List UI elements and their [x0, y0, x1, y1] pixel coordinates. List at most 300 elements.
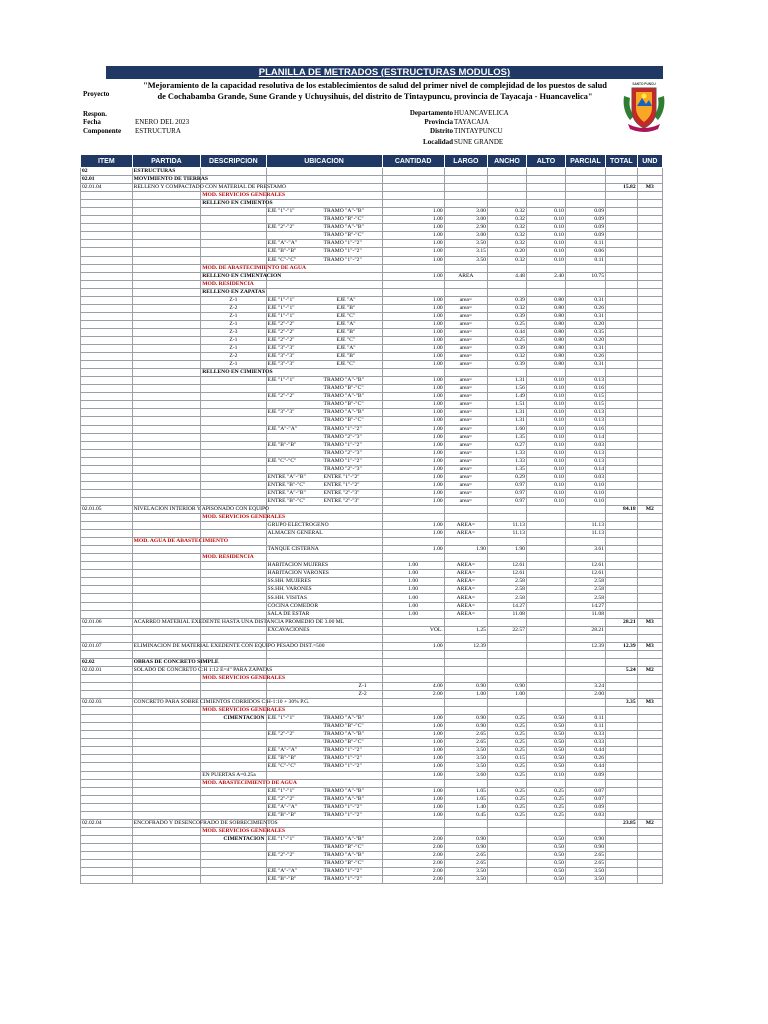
cell-parcial	[565, 666, 605, 674]
ubicacion-eje: EJE "2"-"2"	[267, 224, 295, 231]
cell-ubicacion	[266, 304, 382, 312]
ubicacion-tramo: TRAMO "A"-"B"	[323, 715, 364, 722]
cell-parcial: 2.58	[565, 578, 605, 586]
cell-largo	[444, 554, 487, 562]
cell-descripcion	[201, 176, 266, 184]
cell-partida	[132, 691, 201, 699]
cell-largo	[444, 200, 487, 208]
cell-partida: MOVIMIENTO DE TIERRAS	[133, 176, 209, 183]
cell-parcial	[565, 650, 605, 658]
cell-cantidad: 1.00	[382, 811, 444, 819]
cell-item	[81, 851, 133, 859]
table-row	[81, 216, 663, 224]
cell-ancho: 1.31	[487, 409, 526, 417]
cell-total	[606, 264, 638, 272]
cell-cantidad	[382, 505, 444, 513]
cell-item	[81, 546, 133, 554]
cell-partida	[132, 835, 201, 843]
cell-ubicacion	[266, 409, 382, 417]
cell-ancho: 0.25	[487, 336, 526, 344]
cell-total	[606, 481, 638, 489]
cell-cantidad	[382, 666, 444, 674]
cell-item	[81, 731, 133, 739]
cell-parcial: 0.31	[565, 312, 605, 320]
cell-ancho: 0.32	[487, 208, 526, 216]
cell-item	[81, 602, 133, 610]
cell-ancho: 0.97	[487, 489, 526, 497]
cell-cantidad	[382, 634, 444, 642]
cell-descripcion	[201, 594, 266, 602]
cell-partida	[132, 795, 201, 803]
cell-und	[637, 827, 662, 835]
cell-ubicacion	[266, 176, 382, 184]
cell-und	[637, 803, 662, 811]
cell-alto: 0.25	[526, 795, 565, 803]
table-row	[81, 739, 663, 747]
cell-largo: 12.39	[444, 642, 487, 650]
table-row	[81, 393, 663, 401]
cell-cantidad	[382, 827, 444, 835]
cell-und	[637, 425, 662, 433]
cell-item	[81, 336, 133, 344]
cell-cantidad: 1.00	[382, 715, 444, 723]
cell-total	[606, 827, 638, 835]
cell-ancho: 4.48	[487, 272, 526, 280]
cell-alto	[526, 546, 565, 554]
cell-ubicacion	[266, 634, 382, 642]
cell-cantidad: 1.00	[382, 336, 444, 344]
cell-ubicacion	[266, 755, 382, 763]
cell-ancho: 0.25	[487, 731, 526, 739]
cell-partida	[132, 288, 201, 296]
cell-largo	[444, 176, 487, 184]
cell-item	[81, 425, 133, 433]
table-row	[81, 755, 663, 763]
ubicacion-eje: EJE "1"-"1"	[267, 787, 295, 794]
ubicacion-tramo: TRAMO "B"-"C"	[323, 385, 364, 392]
cell-ubicacion	[266, 457, 382, 465]
cell-parcial: 0.26	[565, 755, 605, 763]
table-row	[81, 666, 663, 674]
cell-und	[637, 771, 662, 779]
cell-ancho: 1.31	[487, 377, 526, 385]
cell-ubicacion	[266, 425, 382, 433]
cell-und	[637, 224, 662, 232]
cell-ubicacion	[266, 570, 382, 578]
cell-descripcion	[201, 441, 266, 449]
cell-parcial: 3.24	[565, 683, 605, 691]
cell-ancho	[487, 868, 526, 876]
table-row	[81, 699, 663, 707]
cell-ubicacion	[266, 602, 382, 610]
cell-parcial: 0.44	[565, 747, 605, 755]
cell-parcial	[565, 176, 605, 184]
cell-alto: 0.80	[526, 320, 565, 328]
cell-partida	[132, 345, 201, 353]
cell-ubicacion	[266, 779, 382, 787]
cell-item	[81, 272, 133, 280]
cell-ubicacion	[266, 876, 382, 884]
table-row	[81, 264, 663, 272]
cell-cantidad: 1.00	[382, 409, 444, 417]
table-row	[81, 860, 663, 868]
cell-parcial	[565, 264, 605, 272]
cell-ubicacion	[266, 272, 382, 280]
cell-item	[81, 256, 133, 264]
cell-largo	[444, 168, 487, 176]
table-row	[81, 272, 663, 280]
cell-partida	[132, 634, 201, 642]
cell-parcial: 0.03	[565, 473, 605, 481]
ubicacion-tramo: TRAMO "1"-"2"	[323, 457, 362, 464]
cell-parcial: 11.13	[565, 522, 605, 530]
cell-ancho: 12.61	[487, 570, 526, 578]
cell-cantidad: 1.00	[382, 803, 444, 811]
cell-largo: 3.00	[444, 216, 487, 224]
ubicacion-eje: EJE "2"-"2"	[267, 852, 295, 858]
ubicacion-tramo: ENTRE "1"-"2"	[323, 473, 360, 480]
cell-alto: 0.50	[526, 876, 565, 884]
cell-descripcion	[201, 417, 266, 425]
cell-partida	[132, 779, 201, 787]
cell-parcial: 0.16	[565, 425, 605, 433]
cell-alto	[526, 594, 565, 602]
ubicacion-eje: EJE "1"-"1"	[267, 377, 295, 384]
cell-item	[81, 803, 133, 811]
table-row	[81, 522, 663, 530]
cell-cantidad: 1.00	[382, 272, 444, 280]
cell-parcial: 2.00	[565, 691, 605, 699]
col-partida: PARTIDA	[132, 155, 201, 168]
cell-item	[81, 827, 133, 835]
cell-ubicacion	[266, 530, 382, 538]
cell-und	[637, 747, 662, 755]
cell-alto: 0.10	[526, 473, 565, 481]
table-row	[81, 417, 663, 425]
ubicacion-eje: EJE "2"-"2"	[267, 795, 295, 802]
cell-item	[81, 441, 133, 449]
cell-cantidad: 1.00	[382, 417, 444, 425]
cell-ubicacion	[266, 417, 382, 425]
cell-largo: area=	[444, 336, 487, 344]
cell-largo: AREA=	[444, 610, 487, 618]
cell-largo: 0.90	[444, 843, 487, 851]
table-row	[81, 731, 663, 739]
cell-item: 02.01.06	[81, 618, 133, 626]
cell-item	[81, 481, 133, 489]
cell-item	[81, 860, 133, 868]
cell-largo: 1.05	[444, 787, 487, 795]
table-row	[81, 481, 663, 489]
table-row	[81, 618, 663, 626]
cell-alto	[526, 369, 565, 377]
cell-ancho: 0.39	[487, 361, 526, 369]
cell-total	[606, 248, 638, 256]
cell-cantidad: 1.00	[382, 208, 444, 216]
cell-ancho: 1.51	[487, 401, 526, 409]
cell-und	[637, 288, 662, 296]
cell-ubicacion	[266, 691, 382, 699]
cell-alto: 0.10	[526, 465, 565, 473]
cell-und	[637, 683, 662, 691]
ubicacion-eje: EJE "3"-"3"	[267, 345, 295, 352]
cell-item	[81, 739, 133, 747]
cell-ubicacion	[266, 811, 382, 819]
cell-cantidad: 1.00	[382, 594, 444, 602]
cell-cantidad: 2.00	[382, 868, 444, 876]
cell-alto	[526, 634, 565, 642]
cell-und	[637, 417, 662, 425]
sheet-banner: PLANILLA DE METRADOS (ESTRUCTURAS MODULOS)	[106, 66, 663, 79]
cell-ubicacion	[266, 328, 382, 336]
table-row	[81, 288, 663, 296]
ubicacion-tramo: EJE "A"	[336, 296, 356, 303]
cell-alto	[526, 779, 565, 787]
cell-largo: area=	[444, 425, 487, 433]
cell-ancho: 1.56	[487, 385, 526, 393]
cell-alto	[526, 658, 565, 666]
cell-alto	[526, 184, 565, 192]
cell-partida	[132, 731, 201, 739]
cell-und	[637, 739, 662, 747]
cell-und	[637, 626, 662, 634]
cell-cantidad	[382, 707, 444, 715]
cell-largo: 2.65	[444, 739, 487, 747]
cell-alto: 0.50	[526, 851, 565, 859]
proyecto-label: Proyecto	[83, 90, 110, 98]
cell-ubicacion	[266, 538, 382, 546]
cell-und	[637, 586, 662, 594]
cell-und	[637, 763, 662, 771]
cell-alto	[526, 642, 565, 650]
cell-ancho: 0.90	[487, 683, 526, 691]
cell-cantidad: 2.00	[382, 851, 444, 859]
cell-partida	[132, 296, 201, 304]
cell-ancho	[487, 505, 526, 513]
cell-item	[81, 361, 133, 369]
cell-partida: OBRAS DE CONCRETO SIMPLE	[133, 658, 219, 665]
ubicacion-tramo: TRAMO "1"-"2"	[323, 755, 362, 762]
cell-item: 02.01.07	[81, 642, 133, 650]
cell-item	[81, 296, 133, 304]
table-row	[81, 449, 663, 457]
cell-alto: 0.10	[526, 216, 565, 224]
cell-parcial: 0.35	[565, 328, 605, 336]
cell-ancho	[487, 184, 526, 192]
cell-partida	[132, 304, 201, 312]
ubicacion-tramo: TRAMO "2"-"3"	[323, 449, 362, 456]
cell-total	[606, 296, 638, 304]
cell-ubicacion	[266, 192, 382, 200]
cell-largo: 0.90	[444, 835, 487, 843]
cell-ancho: 0.25	[487, 723, 526, 731]
cell-ubicacion	[266, 843, 382, 851]
cell-parcial	[565, 184, 605, 192]
cell-alto: 0.80	[526, 312, 565, 320]
cell-descripcion	[201, 787, 266, 795]
cell-item	[81, 264, 133, 272]
ubicacion-tramo: TRAMO "1"-"2"	[323, 803, 362, 810]
cell-descripcion	[201, 208, 266, 216]
provincia-label: Provincia	[424, 118, 453, 126]
cell-ancho	[487, 280, 526, 288]
cell-partida	[132, 755, 201, 763]
ubicacion-tramo: Z-1	[358, 683, 367, 689]
cell-cantidad: 1.00	[382, 361, 444, 369]
cell-alto	[526, 505, 565, 513]
cell-descripcion: RELLENO EN ZAPATAS	[202, 288, 265, 295]
cell-cantidad: 1.00	[382, 312, 444, 320]
cell-largo: 2.65	[444, 851, 487, 859]
cell-ubicacion	[266, 699, 382, 707]
col-und: UND	[637, 155, 662, 168]
cell-und	[637, 361, 662, 369]
cell-largo	[444, 666, 487, 674]
cell-alto: 0.80	[526, 328, 565, 336]
cell-descripcion: CIMENTACION	[201, 835, 266, 843]
cell-item	[81, 288, 133, 296]
cell-alto	[526, 626, 565, 634]
cell-ubicacion	[266, 385, 382, 393]
cell-parcial: 0.11	[565, 256, 605, 264]
cell-partida	[132, 256, 201, 264]
cell-largo: AREA=	[444, 522, 487, 530]
cell-descripcion	[201, 723, 266, 731]
cell-und	[637, 328, 662, 336]
cell-descripcion	[201, 232, 266, 240]
cell-ubicacion	[266, 819, 382, 827]
cell-largo: AREA=	[444, 602, 487, 610]
table-row	[81, 304, 663, 312]
cell-item	[81, 795, 133, 803]
cell-ubicacion	[266, 642, 382, 650]
table-row	[81, 594, 663, 602]
cell-item	[81, 457, 133, 465]
cell-partida	[132, 707, 201, 715]
table-row	[81, 779, 663, 787]
cell-alto	[526, 666, 565, 674]
cell-largo: area=	[444, 328, 487, 336]
cell-partida	[132, 554, 201, 562]
cell-total	[606, 361, 638, 369]
componente-value: ESTRUCTURA	[135, 127, 181, 135]
cell-und	[637, 843, 662, 851]
cell-largo	[444, 658, 487, 666]
localidad-value: SUNE GRANDE	[454, 138, 504, 146]
cell-ubicacion	[266, 707, 382, 715]
cell-parcial: 0.13	[565, 409, 605, 417]
cell-und	[637, 353, 662, 361]
cell-alto: 0.10	[526, 409, 565, 417]
cell-alto: 0.10	[526, 256, 565, 264]
cell-alto: 0.80	[526, 345, 565, 353]
cell-largo	[444, 514, 487, 522]
cell-ubicacion	[266, 336, 382, 344]
cell-partida	[132, 449, 201, 457]
table-row	[81, 497, 663, 505]
cell-total	[606, 409, 638, 417]
cell-cantidad: 1.00	[382, 522, 444, 530]
cell-descripcion	[201, 216, 266, 224]
cell-parcial: 0.13	[565, 457, 605, 465]
cell-parcial: 0.09	[565, 208, 605, 216]
cell-item	[81, 538, 133, 546]
cell-cantidad: 1.00	[382, 795, 444, 803]
cell-descripcion: Z-1	[201, 336, 266, 344]
cell-total	[606, 658, 638, 666]
cell-cantidad: 1.00	[382, 433, 444, 441]
table-row	[81, 674, 663, 682]
cell-total	[606, 312, 638, 320]
cell-cantidad: 1.00	[382, 240, 444, 248]
ubicacion-tramo: ENTRE "1"-"2"	[323, 481, 360, 488]
cell-und	[637, 248, 662, 256]
cell-cantidad	[382, 650, 444, 658]
ubicacion-eje: EJE "3"-"3"	[267, 353, 295, 360]
cell-ubicacion	[266, 723, 382, 731]
cell-cantidad: 1.00	[382, 393, 444, 401]
cell-partida	[132, 240, 201, 248]
cell-alto: 0.50	[526, 868, 565, 876]
cell-alto: 0.80	[526, 296, 565, 304]
cell-descripcion	[201, 811, 266, 819]
cell-ubicacion	[266, 795, 382, 803]
cell-parcial: 12.39	[565, 642, 605, 650]
cell-item	[81, 562, 133, 570]
cell-ubicacion	[266, 827, 382, 835]
cell-ubicacion	[266, 200, 382, 208]
cell-total	[606, 425, 638, 433]
cell-item	[81, 570, 133, 578]
cell-total	[606, 803, 638, 811]
table-row	[81, 642, 663, 650]
cell-total	[606, 779, 638, 787]
cell-ubicacion	[266, 562, 382, 570]
departamento-label: Departamento	[409, 109, 453, 117]
cell-largo: 3.50	[444, 868, 487, 876]
cell-ubicacion	[266, 803, 382, 811]
cell-cantidad: 1.00	[382, 578, 444, 586]
cell-cantidad	[382, 538, 444, 546]
cell-und	[637, 530, 662, 538]
cell-item	[81, 771, 133, 779]
cell-descripcion	[201, 168, 266, 176]
cell-partida	[132, 683, 201, 691]
table-row	[81, 433, 663, 441]
cell-partida	[132, 747, 201, 755]
cell-item	[81, 522, 133, 530]
cell-item	[81, 328, 133, 336]
table-row	[81, 457, 663, 465]
distrito-label: Distrito	[430, 127, 453, 135]
cell-parcial: 2.65	[565, 851, 605, 859]
cell-parcial: 0.10	[565, 489, 605, 497]
table-body	[81, 168, 663, 884]
cell-alto	[526, 530, 565, 538]
cell-partida	[132, 425, 201, 433]
cell-partida	[132, 353, 201, 361]
cell-descripcion	[201, 691, 266, 699]
cell-parcial: 0.09	[565, 803, 605, 811]
cell-cantidad	[382, 514, 444, 522]
cell-total	[606, 578, 638, 586]
cell-item	[81, 634, 133, 642]
cell-descripcion	[201, 425, 266, 433]
cell-total	[606, 345, 638, 353]
cell-ancho	[487, 843, 526, 851]
cell-und	[637, 514, 662, 522]
cell-alto	[526, 827, 565, 835]
